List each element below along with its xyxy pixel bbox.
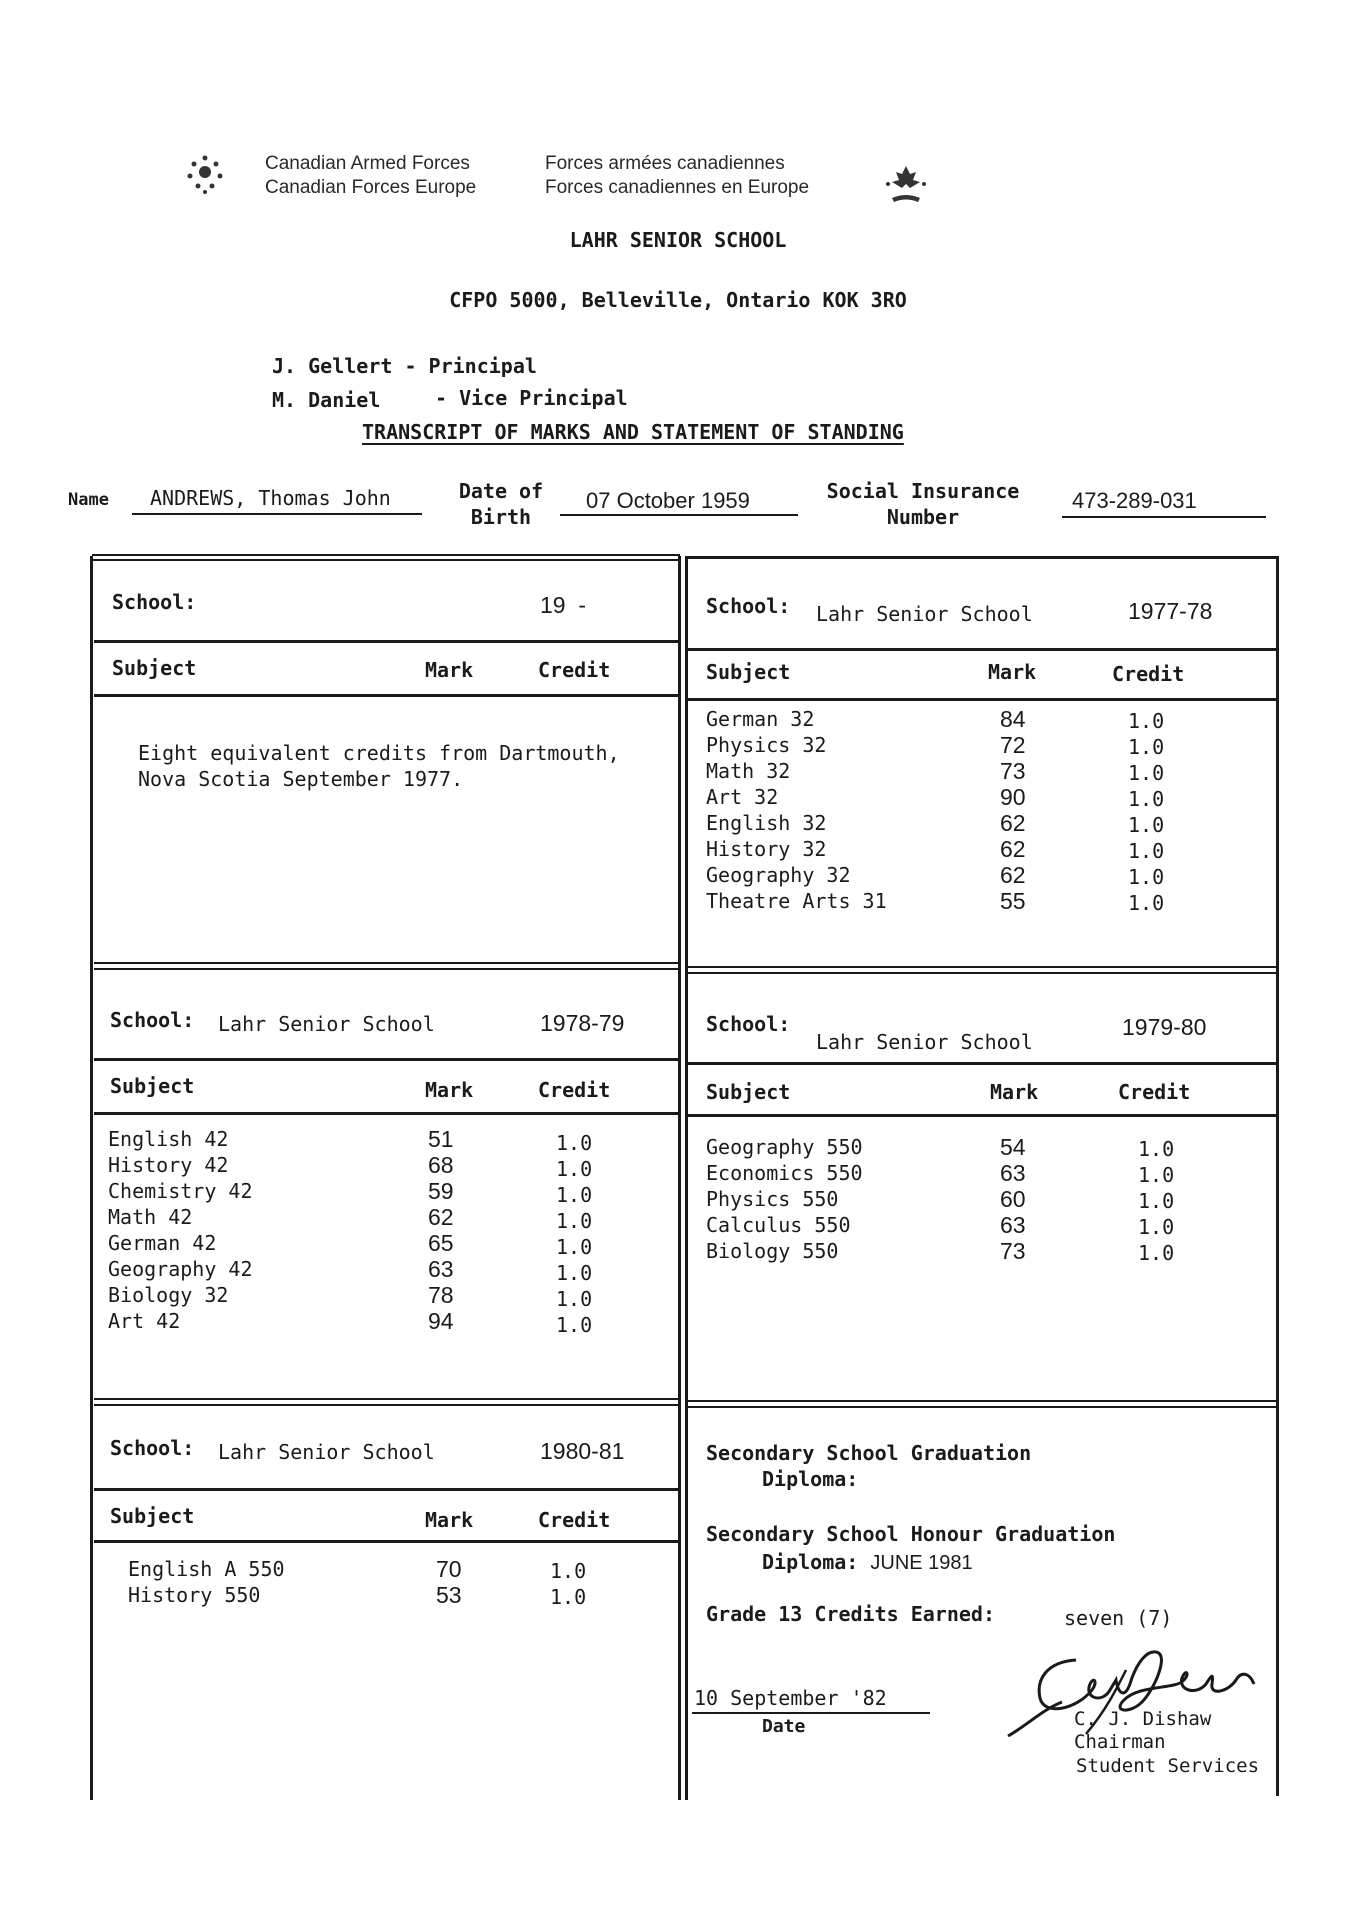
signature-date: 10 September '82 (694, 1686, 887, 1710)
block2-marks-row: 84 (1000, 706, 1026, 732)
date-of-birth: 07 October 1959 (586, 488, 750, 513)
honour-diploma-date: JUNE 1981 (870, 1552, 973, 1574)
block4-credits-row: 1.0 (1138, 1163, 1175, 1187)
block3-subjects-row: English 42 (108, 1127, 229, 1151)
block2-subjects-row: Physics 32 (706, 733, 827, 757)
block2-subjects-row: Geography 32 (706, 863, 851, 887)
block5-school-name: Lahr Senior School (218, 1440, 435, 1464)
block4-credit-header: Credit (1118, 1080, 1191, 1104)
signatory-block (1074, 1708, 1211, 1754)
block3-marks-row: 78 (428, 1282, 454, 1308)
block4-marks-row: 73 (1000, 1238, 1026, 1264)
block4-credits-row: 1.0 (1138, 1241, 1175, 1265)
block3-year: 1978-79 (540, 1010, 625, 1036)
canada-crest-icon (180, 150, 230, 200)
block5-subjects-row: History 550 (128, 1583, 261, 1607)
block3-marks-row: 94 (428, 1308, 454, 1334)
block3-marks-row: 65 (428, 1230, 454, 1256)
block4-marks-row: 60 (1000, 1186, 1026, 1212)
vice-principal-name: M. Daniel (272, 388, 381, 412)
block1-mark-header: Mark (425, 658, 474, 682)
block3-school-label: School: (110, 1008, 195, 1032)
block3-marks (428, 1126, 454, 1334)
block2-marks-row: 73 (1000, 758, 1026, 784)
block2-marks-row: 62 (1000, 862, 1026, 888)
block2-credits-row: 1.0 (1128, 813, 1165, 837)
block4-marks (1000, 1134, 1026, 1264)
block3-marks-row: 63 (428, 1256, 454, 1282)
org-name-english: Canadian Armed Forces Canadian Forces Europe (265, 153, 477, 198)
block4-credits-row: 1.0 (1138, 1215, 1175, 1239)
block2-mark-header: Mark (988, 660, 1037, 684)
block4-marks-row: 54 (1000, 1134, 1026, 1160)
dob-label: Date of Birth (458, 479, 544, 529)
block1-year: 19 - (540, 592, 587, 618)
org-name-french: Forces armées canadiennes Forces canadiennes en Europe (545, 153, 810, 198)
block5-marks-row: 70 (436, 1556, 462, 1582)
block2-marks (1000, 706, 1026, 914)
block3-credits-row: 1.0 (556, 1131, 593, 1155)
block2-marks-row: 72 (1000, 732, 1026, 758)
block1-school-label: School: (112, 590, 197, 614)
block4-subjects-row: Biology 550 (706, 1239, 839, 1263)
block5-credits-row: 1.0 (550, 1585, 587, 1609)
block3-school-name: Lahr Senior School (218, 1012, 435, 1036)
block2-subjects (706, 706, 887, 914)
block3-marks-row: 68 (428, 1152, 454, 1178)
block2-year: 1977-78 (1128, 598, 1213, 624)
block5-subject-header: Subject (110, 1504, 195, 1528)
block4-credits-row: 1.0 (1138, 1189, 1175, 1213)
grade13-credits-label: Grade 13 Credits Earned: (706, 1602, 995, 1626)
block2-school-name: Lahr Senior School (816, 602, 1033, 626)
block1-credit-header: Credit (538, 658, 611, 682)
block2-subject-header: Subject (706, 660, 791, 684)
block3-subjects (108, 1126, 253, 1334)
block4-subjects (706, 1134, 863, 1264)
block2-marks-row: 62 (1000, 836, 1026, 862)
block3-credits-row: 1.0 (556, 1261, 593, 1285)
school-name: LAHR SENIOR SCHOOL (569, 228, 787, 252)
block5-subjects (128, 1556, 285, 1608)
block4-mark-header: Mark (990, 1080, 1039, 1104)
block2-marks-row: 62 (1000, 810, 1026, 836)
block3-subjects-row: Math 42 (108, 1205, 193, 1229)
graduation-diploma: Secondary School Graduation Diploma: (706, 1441, 1032, 1491)
block2-credits-row: 1.0 (1128, 761, 1165, 785)
block3-subjects-row: Geography 42 (108, 1257, 253, 1281)
name-label: Name (68, 490, 109, 510)
school-address: CFPO 5000, Belleville, Ontario KOK 3RO (449, 288, 907, 312)
block2-subjects-row: History 32 (706, 837, 827, 861)
block2-credits-row: 1.0 (1128, 735, 1165, 759)
block3-credits-row: 1.0 (556, 1209, 593, 1233)
signatory-title: Chairman (1074, 1731, 1166, 1753)
block2-subjects-row: Theatre Arts 31 (706, 889, 887, 913)
block4-marks-row: 63 (1000, 1212, 1026, 1238)
block2-marks-row: 55 (1000, 888, 1026, 914)
block2-subjects-row: English 32 (706, 811, 827, 835)
student-name: ANDREWS, Thomas John (150, 486, 391, 510)
block2-credit-header: Credit (1112, 662, 1185, 686)
block5-marks-row: 53 (436, 1582, 462, 1608)
block3-credits-row: 1.0 (556, 1183, 593, 1207)
block3-credits-row: 1.0 (556, 1235, 593, 1259)
block4-subjects-row: Geography 550 (706, 1135, 863, 1159)
block2-credits-row: 1.0 (1128, 839, 1165, 863)
block2-subjects-row: Art 32 (706, 785, 779, 809)
signatory-name: C. J. Dishaw (1074, 1708, 1212, 1730)
block4-year: 1979-80 (1122, 1014, 1207, 1040)
block3-credits-row: 1.0 (556, 1313, 593, 1337)
block5-mark-header: Mark (425, 1508, 474, 1532)
maple-leaf-emblem-icon (882, 162, 930, 208)
vice-principal-title: - Vice Principal (435, 386, 628, 410)
honour-graduation-diploma: Secondary School Honour Graduation Diploma: JUNE 1981 (706, 1522, 1116, 1574)
block4-subjects-row: Physics 550 (706, 1187, 839, 1211)
block3-subjects-row: Art 42 (108, 1309, 181, 1333)
block2-subjects-row: Math 32 (706, 759, 791, 783)
principal: J. Gellert - Principal (272, 354, 537, 378)
grade13-credits-value: seven (7) (1064, 1606, 1173, 1630)
block1-transfer-note: Eight equivalent credits from Dartmouth, Nova Scotia September 1977. (138, 741, 620, 791)
block5-school-label: School: (110, 1436, 195, 1460)
block1-subject-header: Subject (112, 656, 197, 680)
block5-credits-row: 1.0 (550, 1559, 587, 1583)
block4-subjects-row: Economics 550 (706, 1161, 863, 1185)
block5-subjects-row: English A 550 (128, 1557, 285, 1581)
block3-credits (556, 1130, 592, 1338)
block4-school-name: Lahr Senior School (816, 1030, 1033, 1054)
block4-subjects-row: Calculus 550 (706, 1213, 851, 1237)
block2-credits-row: 1.0 (1128, 709, 1165, 733)
block3-subjects-row: Chemistry 42 (108, 1179, 253, 1203)
block4-school-label: School: (706, 1012, 791, 1036)
block2-credits-row: 1.0 (1128, 787, 1165, 811)
block4-credits-row: 1.0 (1138, 1137, 1175, 1161)
social-insurance-number: 473-289-031 (1072, 488, 1197, 513)
block2-subjects-row: German 32 (706, 707, 815, 731)
document-title: TRANSCRIPT OF MARKS AND STATEMENT OF STANDING (362, 420, 904, 444)
block5-credit-header: Credit (538, 1508, 611, 1532)
block3-credits-row: 1.0 (556, 1157, 593, 1181)
block4-subject-header: Subject (706, 1080, 791, 1104)
sin-label: Social Insurance Number (826, 479, 1020, 529)
signatory-department: Student Services (1076, 1755, 1260, 1777)
block2-credits-row: 1.0 (1128, 865, 1165, 889)
block3-marks-row: 51 (428, 1126, 454, 1152)
block3-subjects-row: Biology 32 (108, 1283, 229, 1307)
block2-marks-row: 90 (1000, 784, 1026, 810)
date-label: Date (762, 1716, 806, 1737)
block2-credits-row: 1.0 (1128, 891, 1165, 915)
block3-credits-row: 1.0 (556, 1287, 593, 1311)
block4-credits (1138, 1136, 1174, 1266)
block3-subjects-row: German 42 (108, 1231, 217, 1255)
block2-credits (1128, 708, 1164, 916)
block2-school-label: School: (706, 594, 791, 618)
block5-marks (436, 1556, 462, 1608)
block3-subject-header: Subject (110, 1074, 195, 1098)
block3-marks-row: 59 (428, 1178, 454, 1204)
block4-marks-row: 63 (1000, 1160, 1026, 1186)
block3-marks-row: 62 (428, 1204, 454, 1230)
block3-credit-header: Credit (538, 1078, 611, 1102)
block5-year: 1980-81 (540, 1438, 625, 1464)
block5-credits (550, 1558, 586, 1610)
block3-mark-header: Mark (425, 1078, 474, 1102)
block3-subjects-row: History 42 (108, 1153, 229, 1177)
